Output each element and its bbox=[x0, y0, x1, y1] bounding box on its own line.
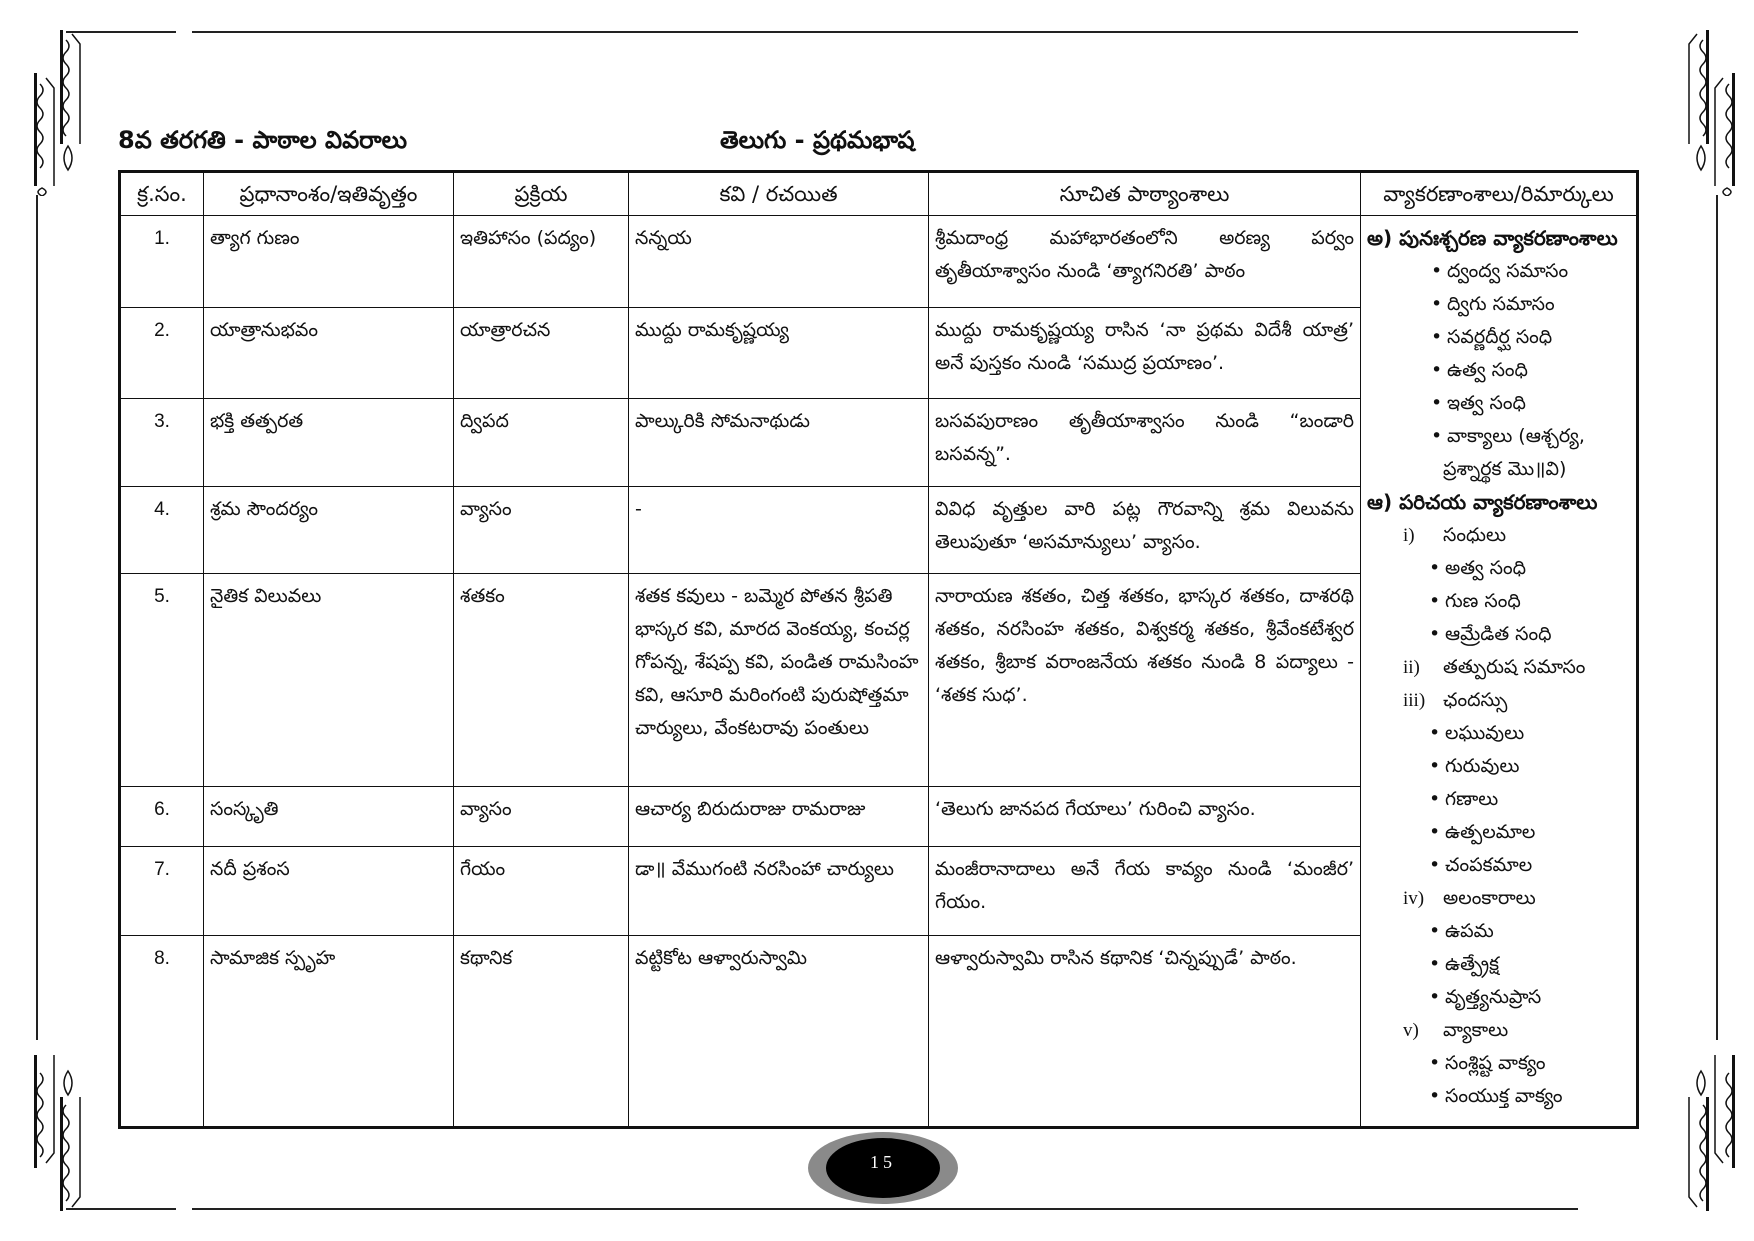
subsection-label: తత్పురుష సమాసం bbox=[1443, 656, 1586, 678]
table-row bbox=[120, 216, 1638, 308]
grammar-item: • ఇత్వ సంధి bbox=[1367, 387, 1630, 420]
page-number-badge bbox=[808, 1132, 958, 1204]
row-number: 7. bbox=[120, 847, 204, 936]
grammar-subsection bbox=[1367, 684, 1630, 717]
grammar-item: • ఉపమ bbox=[1367, 915, 1630, 948]
grammar-item: • ఉత్వ సంధి bbox=[1367, 354, 1630, 387]
grammar-item: • సంశ్లిష్ట వాక్యం bbox=[1367, 1047, 1630, 1080]
frame-left-line bbox=[36, 195, 38, 1040]
roman-numeral: i) bbox=[1403, 525, 1415, 546]
row-theme: సామాజిక స్పృహ bbox=[204, 936, 454, 1128]
roman-numeral: iii) bbox=[1403, 690, 1426, 711]
grammar-item: • గురువులు bbox=[1367, 750, 1630, 783]
row-genre: వ్యాసం bbox=[454, 487, 629, 574]
grammar-item: • సంయుక్త వాక్యం bbox=[1367, 1080, 1630, 1113]
grammar-subsection bbox=[1367, 519, 1630, 552]
frame-right-line bbox=[1716, 195, 1718, 1040]
row-theme: నైతిక విలువలు bbox=[204, 574, 454, 787]
column-header-passages: సూచిత పాఠ్యాంశాలు bbox=[929, 172, 1361, 216]
grammar-item: • చంపకమాల bbox=[1367, 849, 1630, 882]
row-genre: యాత్రారచన bbox=[454, 308, 629, 399]
grammar-item: • ద్విగు సమాసం bbox=[1367, 288, 1630, 321]
row-genre: శతకం bbox=[454, 574, 629, 787]
subsection-label: అలంకారాలు bbox=[1443, 887, 1536, 909]
grammar-subsection bbox=[1367, 1014, 1630, 1047]
row-number: 2. bbox=[120, 308, 204, 399]
row-genre: గేయం bbox=[454, 847, 629, 936]
row-author: పాల్కురికి సోమనాథుడు bbox=[629, 399, 929, 487]
row-passage: మంజీరానాదాలు అనే గేయ కావ్యం నుండి ‘మంజీర’ గేయం. bbox=[929, 847, 1361, 936]
column-header-grammar: వ్యాకరణాంశాలు/రిమార్కులు bbox=[1361, 172, 1638, 216]
row-author: నన్నయ bbox=[629, 216, 929, 308]
grammar-item: • ఆమ్రేడిత సంధి bbox=[1367, 618, 1630, 651]
column-header-theme: ప్రధానాంశం/ఇతివృత్తం bbox=[204, 172, 454, 216]
row-genre: కథానిక bbox=[454, 936, 629, 1128]
row-passage: వివిధ వృత్తుల వారి పట్ల గౌరవాన్ని శ్రమ విలువను తెలుపుతూ ‘అసమాన్యులు’ వ్యాసం. bbox=[929, 487, 1361, 574]
row-theme: శ్రమ సౌందర్యం bbox=[204, 487, 454, 574]
row-number: 1. bbox=[120, 216, 204, 308]
grammar-item: • అత్వ సంధి bbox=[1367, 552, 1630, 585]
row-number: 3. bbox=[120, 399, 204, 487]
roman-numeral: v) bbox=[1403, 1020, 1419, 1041]
row-theme: భక్తి తత్పరత bbox=[204, 399, 454, 487]
grammar-remarks-cell bbox=[1361, 216, 1638, 1128]
subject-title: తెలుగు - ప్రథమభాష bbox=[720, 126, 915, 154]
row-genre: వ్యాసం bbox=[454, 787, 629, 847]
grammar-item: • లఘువులు bbox=[1367, 717, 1630, 750]
row-theme: నదీ ప్రశంస bbox=[204, 847, 454, 936]
frame-bottom-line bbox=[192, 1208, 1578, 1210]
subsection-label: ఛందస్సు bbox=[1443, 689, 1508, 711]
row-passage: ‘తెలుగు జానపద గేయాలు’ గురించి వ్యాసం. bbox=[929, 787, 1361, 847]
column-header-author: కవి / రచయిత bbox=[629, 172, 929, 216]
grammar-item-continuation: ప్రశ్నార్థక మొ॥వి) bbox=[1443, 458, 1567, 480]
row-passage: బసవపురాణం తృతీయాశ్వాసం నుండి “బండారి బసవన్న”. bbox=[929, 399, 1361, 487]
grammar-item: • వాక్యాలు (ఆశ్చర్య, bbox=[1367, 420, 1630, 453]
subsection-label: సంధులు bbox=[1443, 524, 1507, 546]
grammar-section-intro-heading: ఆ) పరిచయ వ్యాకరణాంశాలు bbox=[1367, 490, 1598, 514]
row-author: ఆచార్య బిరుదురాజు రామరాజు bbox=[629, 787, 929, 847]
corner-ornament-top-right-icon bbox=[1684, 26, 1739, 196]
row-passage: నారాయణ శకతం, చిత్త శతకం, భాస్కర శతకం, దాశరథి శతకం, నరసింహ శతకం, విశ్వకర్మ శతకం, శ్రీవేంకటేశ్వర శతకం, శ్రీబాక వరాంజనేయ శతకం నుండి 8 పద్యాలు - ‘శతక సుధ’. bbox=[929, 574, 1361, 787]
frame-top-line bbox=[192, 31, 1578, 33]
grammar-item: • గుణ సంధి bbox=[1367, 585, 1630, 618]
column-header-serial: క్ర.సం. bbox=[120, 172, 204, 216]
corner-ornament-bottom-right-icon bbox=[1684, 1045, 1739, 1215]
roman-numeral: ii) bbox=[1403, 657, 1420, 678]
row-number: 8. bbox=[120, 936, 204, 1128]
page-title: 8వ తరగతి - పాఠాల వివరాలు bbox=[118, 126, 407, 154]
grammar-item: • గణాలు bbox=[1367, 783, 1630, 816]
corner-ornament-bottom-left-icon bbox=[30, 1045, 85, 1215]
row-number: 4. bbox=[120, 487, 204, 574]
row-genre: ఇతిహాసం (పద్యం) bbox=[454, 216, 629, 308]
row-genre: ద్విపద bbox=[454, 399, 629, 487]
grammar-item: • సవర్ణదీర్ఘ సంధి bbox=[1367, 321, 1630, 354]
row-author: శతక కవులు - బమ్మెర పోతన శ్రీపతి భాస్కర కవి, మారద వెంకయ్య, కంచర్ల గోపన్న, శేషప్ప కవి, పండిత రామసింహ కవి, ఆసూరి మరింగంటి పురుషోత్తమా చార్యులు, వేంకటరావు పంతులు bbox=[629, 574, 929, 787]
row-passage: ముద్దు రామకృష్ణయ్య రాసిన ‘నా ప్రథమ విదేశీ యాత్ర’ అనే పుస్తకం నుండి ‘సముద్ర ప్రయాణం’. bbox=[929, 308, 1361, 399]
grammar-item: • ద్వంద్వ సమాసం bbox=[1367, 255, 1630, 288]
row-number: 5. bbox=[120, 574, 204, 787]
row-author: ముద్దు రామకృష్ణయ్య bbox=[629, 308, 929, 399]
grammar-section-revision-heading: అ) పునఃశ్చరణ వ్యాకరణాంశాలు bbox=[1367, 226, 1618, 250]
column-header-genre: ప్రక్రియ bbox=[454, 172, 629, 216]
grammar-subsection bbox=[1367, 882, 1630, 915]
row-author: - bbox=[629, 487, 929, 574]
grammar-item: • వృత్త్యనుప్రాస bbox=[1367, 981, 1630, 1014]
row-number: 6. bbox=[120, 787, 204, 847]
row-theme: యాత్రానుభవం bbox=[204, 308, 454, 399]
page-number: 15 bbox=[870, 1152, 896, 1172]
subsection-label: వ్యాకాలు bbox=[1443, 1019, 1509, 1041]
row-theme: సంస్కృతి bbox=[204, 787, 454, 847]
row-author: డా॥ వేముగంటి నరసింహా చార్యులు bbox=[629, 847, 929, 936]
row-passage: ఆళ్వారుస్వామి రాసిన కథానిక ‘చిన్నప్పుడే’ పాఠం. bbox=[929, 936, 1361, 1128]
grammar-item: • ఉత్పలమాల bbox=[1367, 816, 1630, 849]
grammar-subsection bbox=[1367, 651, 1630, 684]
corner-ornament-top-left-icon bbox=[30, 26, 85, 196]
row-passage: శ్రీమదాంధ్ర మహాభారతంలోని అరణ్య పర్వం తృతీయాశ్వాసం నుండి ‘త్యాగనిరతి’ పాఠం bbox=[929, 216, 1361, 308]
table-header-row bbox=[120, 172, 1638, 216]
row-theme: త్యాగ గుణం bbox=[204, 216, 454, 308]
row-author: వట్టికోట ఆళ్వారుస్వామి bbox=[629, 936, 929, 1128]
roman-numeral: iv) bbox=[1403, 888, 1425, 909]
syllabus-table bbox=[118, 170, 1639, 1129]
grammar-item: • ఉత్ప్రేక్ష bbox=[1367, 948, 1630, 981]
